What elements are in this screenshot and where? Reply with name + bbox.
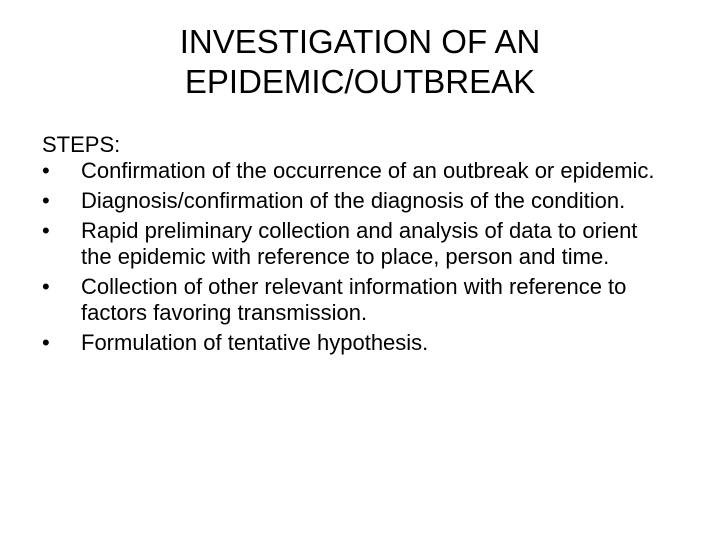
slide-body	[42, 132, 672, 360]
step-item-5	[42, 330, 672, 356]
step-text-4: Collection of other relevant information with reference to factors favoring transmission.	[81, 274, 627, 325]
step-text-5: Formulation of tentative hypothesis.	[81, 330, 429, 355]
step-text-3: Rapid preliminary collection and analysis of data to orient the epidemic with reference to place, person and time.	[81, 218, 638, 269]
bullet-icon: •	[42, 274, 50, 299]
step-text-2: Diagnosis/confirmation of the diagnosis of the condition.	[81, 188, 626, 213]
bullet-icon: •	[42, 158, 50, 183]
step-item-3	[42, 218, 672, 270]
step-item-4	[42, 274, 672, 326]
title-line-2: EPIDEMIC/OUTBREAK	[184, 63, 536, 100]
bullet-icon: •	[42, 330, 50, 355]
steps-label: STEPS:	[42, 132, 121, 157]
step-item-1	[42, 158, 672, 184]
bullet-icon: •	[42, 218, 50, 243]
step-item-2	[42, 188, 672, 214]
title-line-1: INVESTIGATION OF AN	[179, 23, 541, 60]
bullet-icon: •	[42, 188, 50, 213]
slide-title	[120, 22, 600, 102]
steps-list	[42, 158, 672, 356]
step-text-1: Confirmation of the occurrence of an outbreak or epidemic.	[81, 158, 655, 183]
